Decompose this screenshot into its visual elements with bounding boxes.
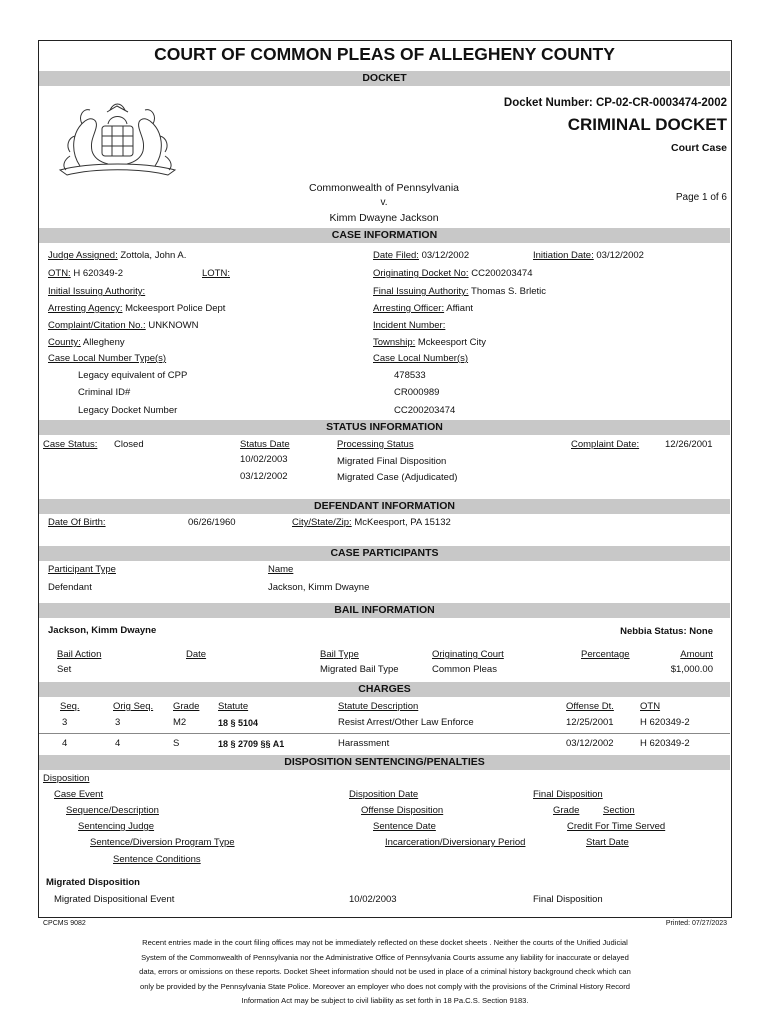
- charge-divider: [39, 733, 730, 734]
- case-status-row: [43, 439, 144, 450]
- processing-status-header: Processing Status: [337, 439, 414, 450]
- charge-desc: Harassment: [338, 738, 390, 749]
- local-numbers-label: Case Local Number(s): [373, 353, 469, 364]
- sentencing-judge-label: Sentencing Judge: [78, 821, 155, 832]
- county-row: [48, 337, 125, 348]
- charge-grade: S: [173, 738, 180, 749]
- participant-name-header: Name: [268, 564, 294, 575]
- initiation-label: Initiation Date:: [533, 250, 594, 261]
- local-type: Criminal ID#: [78, 387, 131, 398]
- bail-date-header: Date: [186, 649, 207, 660]
- processing-status: Migrated Final Disposition: [337, 456, 447, 467]
- charge-seq: 3: [62, 717, 68, 728]
- disclaimer-line: only be provided by the Pennsylvania State Police. Moreover an employer who does not comply with the provisions of the Criminal History Record: [139, 981, 631, 991]
- disposition-bar: DISPOSITION SENTENCING/PENALTIES: [39, 755, 730, 770]
- otn-label: OTN:: [48, 268, 71, 279]
- charge-seq-header: Seq.: [60, 701, 80, 712]
- case-status-label: Case Status:: [43, 439, 98, 450]
- charge-statute: 18 § 2709 §§ A1: [218, 739, 285, 749]
- bail-court: Common Pleas: [432, 664, 497, 675]
- court-title: COURT OF COMMON PLEAS OF ALLEGHENY COUNTY: [154, 44, 615, 64]
- orig-docket-value: CC200203474: [471, 268, 533, 279]
- caption-versus: v.: [380, 197, 388, 208]
- printed-date: Printed: 07/27/2023: [665, 920, 727, 927]
- migrated-event: Migrated Dispositional Event: [54, 894, 175, 905]
- charge-seq: 4: [62, 738, 68, 749]
- date-filed-value: 03/12/2002: [421, 250, 470, 261]
- docket-type: CRIMINAL DOCKET: [567, 115, 727, 134]
- city-row: [292, 517, 451, 528]
- bail-action-header: Bail Action: [57, 649, 102, 660]
- final-auth-label: Final Issuing Authority:: [373, 286, 469, 297]
- incarceration-period-label: Incarceration/Diversionary Period: [385, 837, 526, 848]
- case-event-label: Case Event: [54, 789, 104, 800]
- disclaimer: [80, 936, 690, 1009]
- nebbia-status: Nebbia Status: None: [620, 626, 713, 637]
- charge-orig-header: Orig Seq.: [113, 701, 154, 712]
- charge-otn: H 620349-2: [640, 717, 690, 728]
- orig-docket-row: [373, 268, 533, 279]
- charge-grade: M2: [173, 717, 187, 728]
- status-date: 10/02/2003: [240, 454, 288, 465]
- caption-plaintiff: Commonwealth of Pennsylvania: [309, 182, 459, 194]
- county-label: County:: [48, 337, 81, 348]
- grade-label: Grade: [553, 805, 580, 816]
- section-label: Section: [603, 805, 635, 816]
- bail-action: Set: [57, 664, 72, 675]
- complaint-row: [48, 320, 198, 331]
- dob-value: 06/26/1960: [188, 517, 236, 528]
- offense-disposition-label: Offense Disposition: [361, 805, 444, 816]
- county-value: Allegheny: [82, 337, 125, 348]
- township-label: Township:: [373, 337, 416, 348]
- sentence-program-type-label: Sentence/Diversion Program Type: [90, 837, 235, 848]
- start-date-label: Start Date: [586, 837, 629, 848]
- local-number: 478533: [394, 370, 426, 381]
- township-row: [373, 337, 486, 348]
- charge-grade-header: Grade: [173, 701, 200, 712]
- charge-otn: H 620349-2: [640, 738, 690, 749]
- sentence-date-label: Sentence Date: [373, 821, 436, 832]
- disclaimer-line: Recent entries made in the court filing offices may not be immediately reflected on these docket sheets . Neither the courts of the Unified Judicial: [142, 938, 628, 947]
- participant-name: Jackson, Kimm Dwayne: [268, 582, 370, 593]
- status-date: 03/12/2002: [240, 471, 288, 482]
- migrated-final-disposition: Final Disposition: [533, 894, 603, 905]
- case-kind: Court Case: [670, 142, 727, 154]
- judge-label: Judge Assigned:: [48, 250, 118, 261]
- bail-person: Jackson, Kimm Dwayne: [48, 625, 157, 636]
- charge-otn-header: OTN: [640, 701, 661, 712]
- complaint-date-label: Complaint Date:: [571, 439, 640, 450]
- charge-offense-date: 03/12/2002: [566, 738, 614, 749]
- complaint-value: UNKNOWN: [148, 320, 199, 331]
- state-seal-icon: [50, 96, 185, 176]
- case-info-bar: CASE INFORMATION: [39, 228, 730, 243]
- otn-row: [48, 268, 123, 279]
- form-number: CPCMS 9082: [43, 920, 86, 927]
- initiation-value: 03/12/2002: [596, 250, 644, 261]
- docket-number: Docket Number: CP-02-CR-0003474-2002: [503, 97, 727, 109]
- bail-amount: $1,000.00: [670, 664, 713, 675]
- agency-label: Arresting Agency:: [48, 303, 123, 314]
- bail-percentage-header: Percentage: [581, 649, 630, 660]
- processing-status: Migrated Case (Adjudicated): [337, 472, 458, 483]
- bail-bar: BAIL INFORMATION: [39, 603, 730, 618]
- charge-orig-seq: 3: [115, 717, 121, 728]
- local-type: Legacy Docket Number: [78, 405, 178, 416]
- disposition-label: Disposition: [43, 773, 90, 784]
- officer-value: Affiant: [446, 303, 473, 314]
- incident-label: Incident Number:: [373, 320, 446, 331]
- initiation-row: [533, 250, 644, 261]
- charge-offense-header: Offense Dt.: [566, 701, 614, 712]
- charge-offense-date: 12/25/2001: [566, 717, 614, 728]
- status-date-header: Status Date: [240, 439, 290, 450]
- city-label: City/State/Zip:: [292, 517, 352, 528]
- page-number: Page 1 of 6: [675, 192, 727, 203]
- initial-auth-label: Initial Issuing Authority:: [48, 286, 146, 297]
- city-value: McKeesport, PA 15132: [354, 517, 451, 528]
- bail-type-header: Bail Type: [320, 649, 359, 660]
- charge-orig-seq: 4: [115, 738, 121, 749]
- agency-row: [48, 303, 225, 314]
- local-number: CR000989: [394, 387, 440, 398]
- lotn-label: LOTN:: [202, 268, 230, 279]
- migrated-date: 10/02/2003: [349, 894, 397, 905]
- judge-row: [48, 250, 186, 261]
- local-types-label: Case Local Number Type(s): [48, 353, 167, 364]
- agency-value: Mckeesport Police Dept: [125, 303, 226, 314]
- complaint-date-value: 12/26/2001: [665, 439, 713, 450]
- charges-bar: CHARGES: [39, 682, 730, 697]
- judge-value: Zottola, John A.: [120, 250, 187, 261]
- final-auth-row: [373, 286, 546, 297]
- bail-amount-header: Amount: [680, 649, 713, 660]
- disclaimer-line: Information Act may be subject to civil liability as set forth in 18 Pa.C.S. Section 9183.: [241, 996, 529, 1005]
- dob-label: Date Of Birth:: [48, 517, 106, 528]
- local-number: CC200203474: [394, 405, 456, 416]
- final-disposition-label: Final Disposition: [533, 789, 603, 800]
- date-filed-label: Date Filed:: [373, 250, 419, 261]
- officer-label: Arresting Officer:: [373, 303, 445, 314]
- charge-statute: 18 § 5104: [218, 718, 259, 728]
- disposition-date-label: Disposition Date: [349, 789, 419, 800]
- docket-bar: DOCKET: [39, 71, 730, 86]
- bail-court-header: Originating Court: [432, 649, 504, 660]
- complaint-label: Complaint/Citation No.:: [48, 320, 146, 331]
- participants-bar: CASE PARTICIPANTS: [39, 546, 730, 561]
- participant-type-header: Participant Type: [48, 564, 116, 575]
- disclaimer-line: data, errors or omissions on these reports. Docket Sheet information should not be used in place of a criminal history background check which can: [139, 967, 631, 976]
- defendant-bar: DEFENDANT INFORMATION: [39, 499, 730, 514]
- local-type: Legacy equivalent of CPP: [78, 370, 188, 381]
- migrated-disposition-title: Migrated Disposition: [46, 877, 140, 888]
- caption-defendant: Kimm Dwayne Jackson: [329, 212, 439, 224]
- orig-docket-label: Originating Docket No:: [373, 268, 469, 279]
- credit-time-served-label: Credit For Time Served: [567, 821, 666, 832]
- participant-type: Defendant: [48, 582, 92, 593]
- officer-row: [373, 303, 473, 314]
- date-filed-row: [373, 250, 469, 261]
- status-bar: STATUS INFORMATION: [39, 420, 730, 435]
- sentence-conditions-label: Sentence Conditions: [113, 854, 201, 865]
- charge-desc-header: Statute Description: [338, 701, 419, 712]
- otn-value: H 620349-2: [73, 268, 123, 279]
- disclaimer-line: System of the Commonwealth of Pennsylvania nor the Administrative Office of Pennsylvania Courts assume any liability for inaccurate or delayed: [141, 952, 629, 962]
- charge-desc: Resist Arrest/Other Law Enforce: [338, 717, 474, 728]
- final-auth-value: Thomas S. Brletic: [471, 286, 547, 297]
- sequence-description-label: Sequence/Description: [66, 805, 159, 816]
- charge-statute-header: Statute: [218, 701, 249, 712]
- case-status-value: Closed: [114, 439, 144, 450]
- township-value: Mckeesport City: [417, 337, 486, 348]
- bail-type: Migrated Bail Type: [320, 664, 399, 675]
